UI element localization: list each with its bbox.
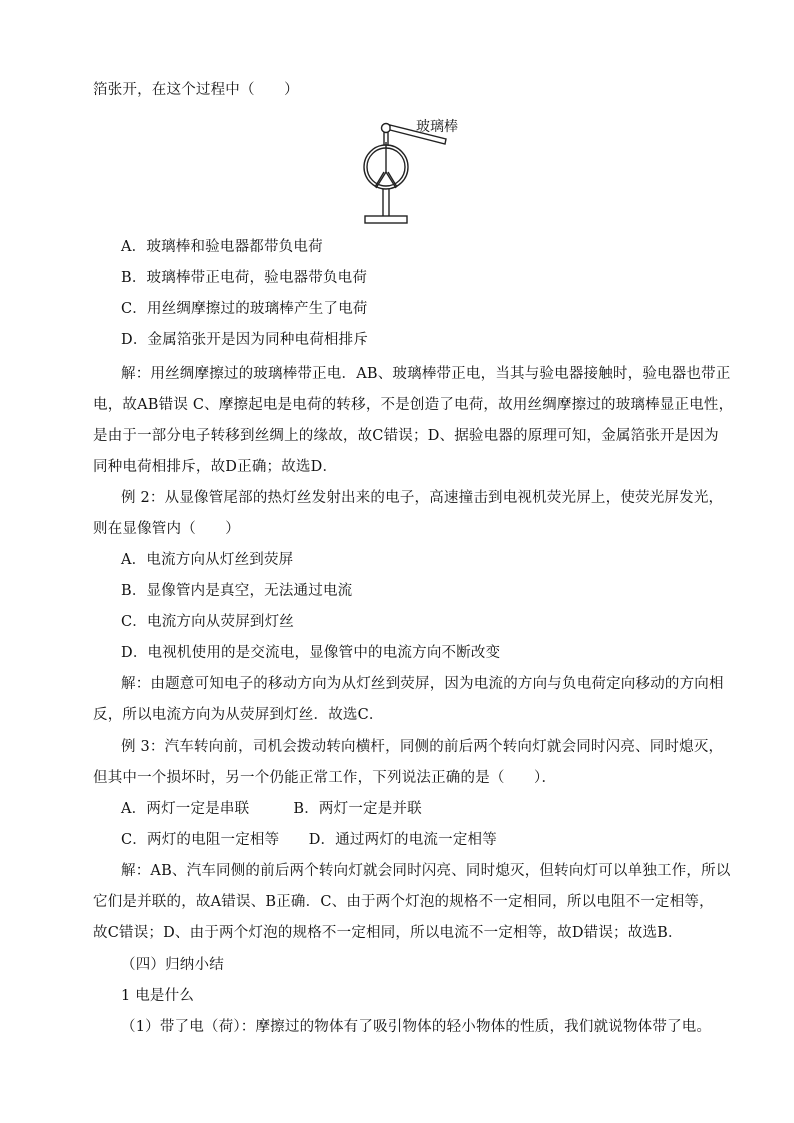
text-line: 电，故AB错误 C、摩擦起电是电荷的转移，不是创造了电荷，故用丝绸摩擦过的玻璃棒显正电性， bbox=[93, 397, 734, 413]
option-line: D．金属箔张开是因为同种电荷相排斥 bbox=[121, 332, 369, 348]
text-line: 解：AB、汽车同侧的前后两个转向灯就会同时闪亮、同时熄灭，但转向灯可以单独工作，所以 bbox=[121, 863, 731, 879]
option-line: C．电流方向从荧屏到灯丝 bbox=[121, 614, 294, 630]
text-line: （1）带了电（荷）：摩擦过的物体有了吸引物体的轻小物体的性质，我们就说物体带了电。 bbox=[121, 1019, 712, 1035]
text-line: 它们是并联的，故A错误、B正确．C、由于两个灯泡的规格不一定相同，所以电阻不一定相等， bbox=[93, 894, 714, 910]
option-line: D．电视机使用的是交流电，显像管中的电流方向不断改变 bbox=[121, 645, 501, 661]
option-line: A．电流方向从灯丝到荧屏 bbox=[121, 552, 294, 568]
option-line: B．显像管内是真空，无法通过电流 bbox=[121, 583, 353, 599]
figure-label: 玻璃棒 bbox=[416, 119, 458, 135]
text-line: 例 3：汽车转向前，司机会拨动转向横杆，同侧的前后两个转向灯就会同时闪亮、同时熄灭， bbox=[121, 739, 724, 755]
text-line: 解：用丝绸摩擦过的玻璃棒带正电．AB、玻璃棒带正电，当其与验电器接触时，验电器也带正 bbox=[121, 366, 731, 382]
text-line: 同种电荷相排斥，故D正确；故选D． bbox=[93, 459, 338, 475]
text-line: 但其中一个损坏时，另一个仍能正常工作，下列说法正确的是（ ）． bbox=[93, 770, 557, 786]
section-heading: （四）归纳小结 bbox=[121, 957, 224, 973]
text-line: 例 2：从显像管尾部的热灯丝发射出来的电子，高速撞击到电视机荧光屏上，使荧光屏发光， bbox=[121, 490, 724, 506]
subsection-heading: 1 电是什么 bbox=[121, 988, 195, 1004]
text-line: 则在显像管内（ ） bbox=[93, 521, 240, 537]
option-line: C．用丝绸摩擦过的玻璃棒产生了电荷 bbox=[121, 301, 368, 317]
option-line: B．玻璃棒带正电荷，验电器带负电荷 bbox=[121, 270, 368, 286]
text-line: 反，所以电流方向为从荧屏到灯丝．故选C． bbox=[93, 707, 384, 723]
text-line: 解：由题意可知电子的移动方向为从灯丝到荧屏，因为电流的方向与负电荷定向移动的方向相 bbox=[121, 676, 724, 692]
text-line: 箔张开，在这个过程中（ ） bbox=[93, 82, 299, 98]
option-line: A．玻璃棒和验电器都带负电荷 bbox=[121, 239, 323, 255]
electroscope-icon bbox=[350, 112, 480, 228]
option-line: A．两灯一定是串联 B．两灯一定是并联 bbox=[121, 801, 422, 817]
option-line: C．两灯的电阻一定相等 D．通过两灯的电流一定相等 bbox=[121, 832, 497, 848]
text-line: 故C错误；D、由于两个灯泡的规格不一定相同，所以电流不一定相等，故D错误；故选B． bbox=[93, 925, 683, 941]
text-line: 是由于一部分电子转移到丝绸上的缘故，故C错误；D、据验电器的原理可知，金属箔张开是因为 bbox=[93, 428, 719, 444]
electroscope-figure bbox=[350, 112, 480, 228]
